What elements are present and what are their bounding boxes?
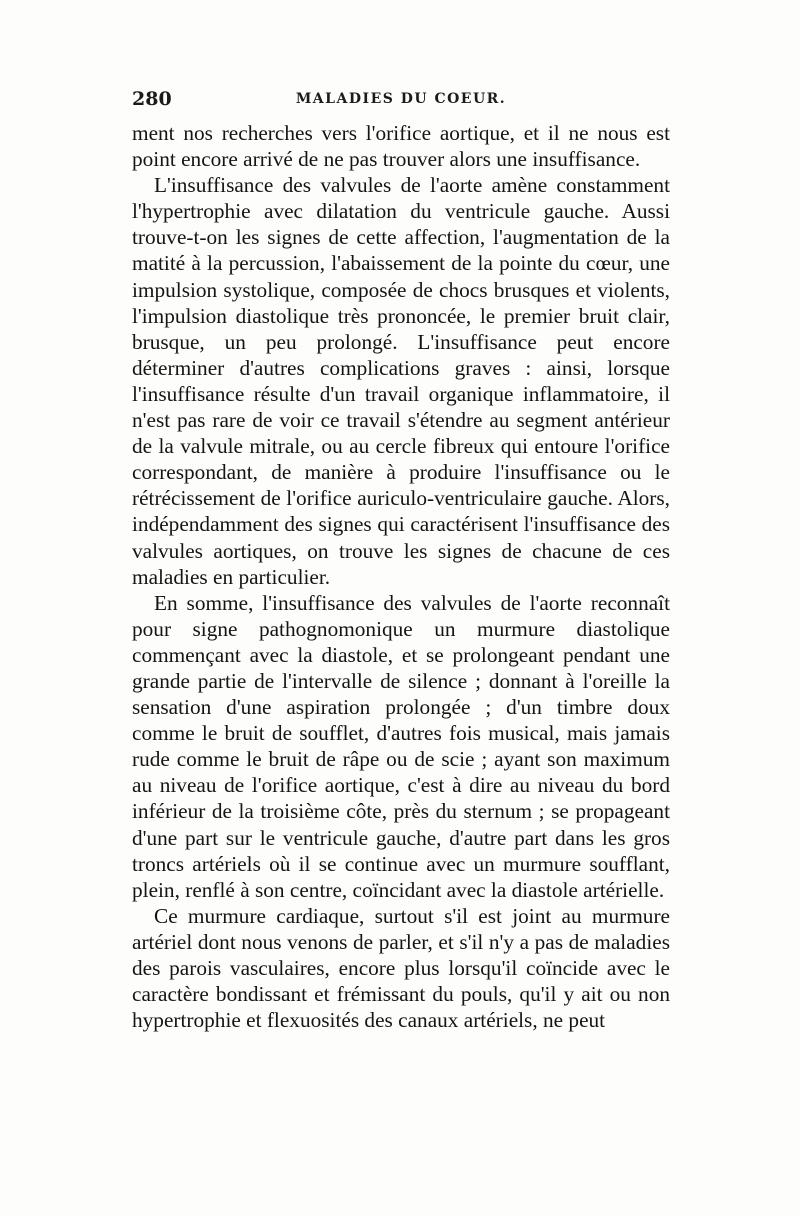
paragraph-summary: En somme, l'insuffisance des valvules de l'aorte reconnaît pour signe pathognomonique un murmure diastolique commençant avec la diastole, et se prolongeant pendant une grande partie de l'intervalle de silence ; donnant à l'oreille la sensation d'une aspiration prolongée ; d'un timbre doux comme le bruit de soufflet, d'autres fois musical, mais jamais rude comme le bruit de râpe ou de scie ; ayant son maximum au niveau de l'orifice aortique, c'est à dire au niveau du bord inférieur de la troisième côte, près du sternum ; se propageant d'une part sur le ventricule gauche, d'autre part dans les gros troncs artériels où il se continue avec un murmure soufflant, plein, renflé à son centre, coïncidant avec la diastole artérielle. [132, 590, 670, 902]
paragraph-continuation: ment nos recherches vers l'orifice aortique, et il ne nous est point encore arrivé de ne pas trouver alors une insuffisance. [132, 121, 670, 172]
running-head [132, 88, 670, 114]
paragraph-aortic-insufficiency: L'insuffisance des valvules de l'aorte amène constamment l'hypertrophie avec dilatation du ventricule gauche. Aussi trouve-t-on les signes de cette affection, l'augmentation de la matité à la percussion, l'abaissement de la pointe du cœur, une impulsion systolique, composée de chocs brusques et violents, l'impulsion diastolique très prononcée, le premier bruit clair, brusque, un peu prolongé. L'insuffisance peut encore déterminer d'autres complications graves : ainsi, lorsque l'insuffisance résulte d'un travail organique inflammatoire, il n'est pas rare de voir ce travail s'étendre au segment antérieur de la valvule mitrale, ou au cercle fibreux qui entoure l'orifice correspondant, de manière à produire l'insuffisance ou le rétrécissement de l'orifice auriculo-ventriculaire gauche. Alors, indépendamment des signes qui caractérisent l'insuffisance des valvules aortiques, on trouve les signes de chacune de ces maladies en particulier. [132, 173, 670, 589]
paragraph-cardiac-murmur: Ce murmure cardiaque, surtout s'il est joint au murmure artériel dont nous venons de parler, et s'il n'y a pas de maladies des parois vasculaires, encore plus lorsqu'il coïncide avec le caractère bondissant et frémissant du pouls, qu'il y ait ou non hypertrophie et flexuosités des canaux artériels, ne peut [132, 903, 670, 1033]
body-text [132, 120, 670, 1033]
page-number: 280 [132, 88, 172, 110]
running-title: MALADIES DU COEUR. [295, 91, 507, 107]
